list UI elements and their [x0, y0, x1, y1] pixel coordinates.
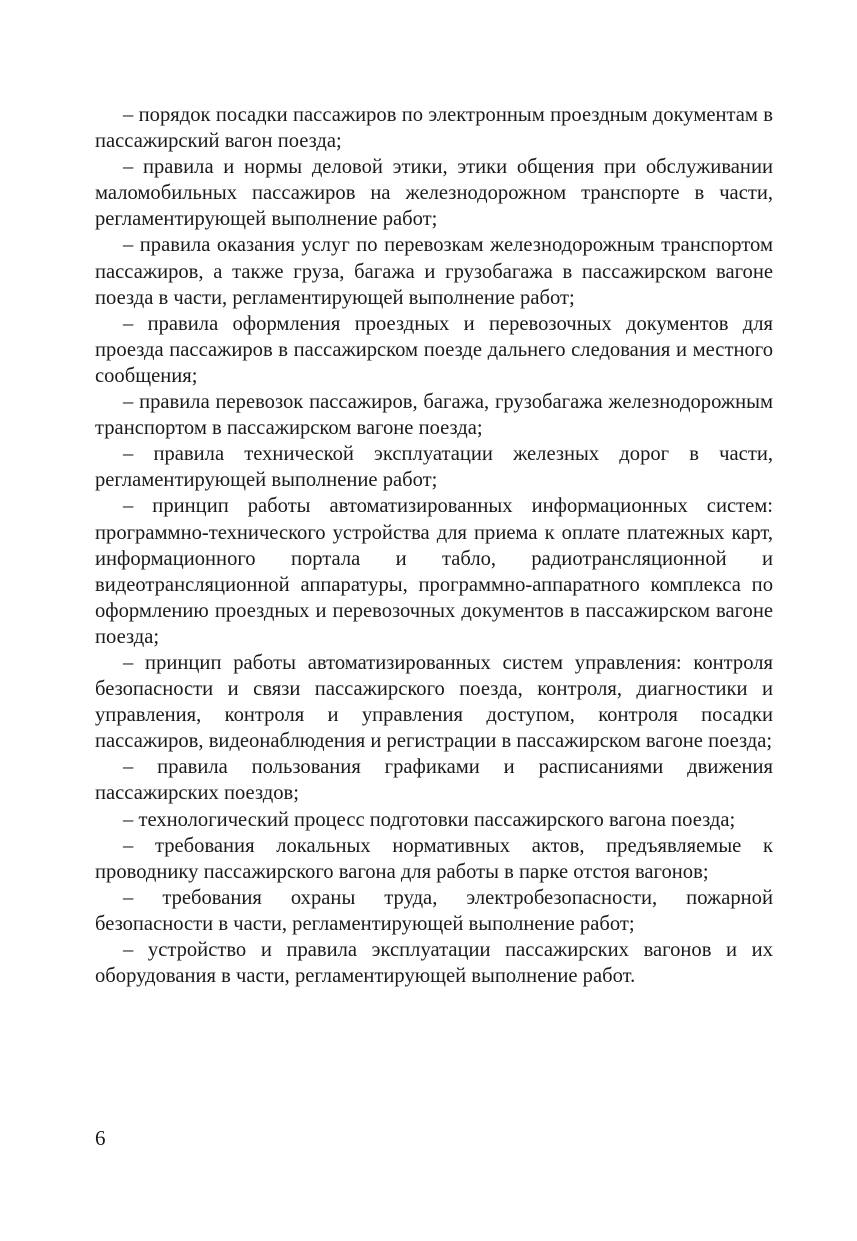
- body-text: [95, 102, 773, 989]
- list-item: – правила технической эксплуатации железных дорог в части, регламентирующей выполнение работ;: [95, 443, 773, 492]
- list-item: – правила оформления проездных и перевозочных документов для проезда пассажиров в пассажирском поезде дальнего следования и местного сообщения;: [95, 312, 773, 387]
- list-item: – правила перевозок пассажиров, багажа, грузобагажа железнодорожным транспортом в пассажирском вагоне поезда;: [95, 391, 773, 440]
- page-number: 6: [95, 1126, 106, 1150]
- list-item: – устройство и правила эксплуатации пассажирских вагонов и их оборудования в части, регламентирующей выполнение работ.: [95, 939, 773, 988]
- list-item: – правила оказания услуг по перевозкам железнодорожным транспортом пассажиров, а также груза, багажа и грузобагажа в пассажирском вагоне поезда в части, регламентирующей выполнение работ;: [95, 234, 773, 309]
- list-item: – правила пользования графиками и расписаниями движения пассажирских поездов;: [95, 756, 773, 805]
- list-item: – технологический процесс подготовки пассажирского вагона поезда;: [123, 808, 736, 831]
- list-item: – требования локальных нормативных актов, предъявляемые к проводнику пассажирского вагона для работы в парке отстоя вагонов;: [95, 834, 773, 883]
- list-item: – правила и нормы деловой этики, этики общения при обслуживании маломобильных пассажиров на железнодорожном транспорте в части, регламентирующей выполнение работ;: [95, 156, 773, 231]
- list-item: – порядок посадки пассажиров по электронным проездным документам в пассажирский вагон поезда;: [95, 104, 773, 153]
- list-item: – принцип работы автоматизированных информационных систем: программно-технического устройства для приема к оплате платежных карт, информационного портала и табло, радиотрансляционной и видеотрансляционной аппаратуры, программно-аппаратного комплекса по оформлению проездных и перевозочных документов в пассажирском вагоне поезда;: [95, 495, 773, 648]
- list-item: – принцип работы автоматизированных систем управления: контроля безопасности и связи пассажирского поезда, контроля, диагностики и управления, контроля и управления доступом, контроля посадки пассажиров, видеонаблюдения и регистрации в пассажирском вагоне поезда;: [95, 651, 773, 753]
- list-item: – требования охраны труда, электробезопасности, пожарной безопасности в части, регламентирующей выполнение работ;: [95, 886, 773, 935]
